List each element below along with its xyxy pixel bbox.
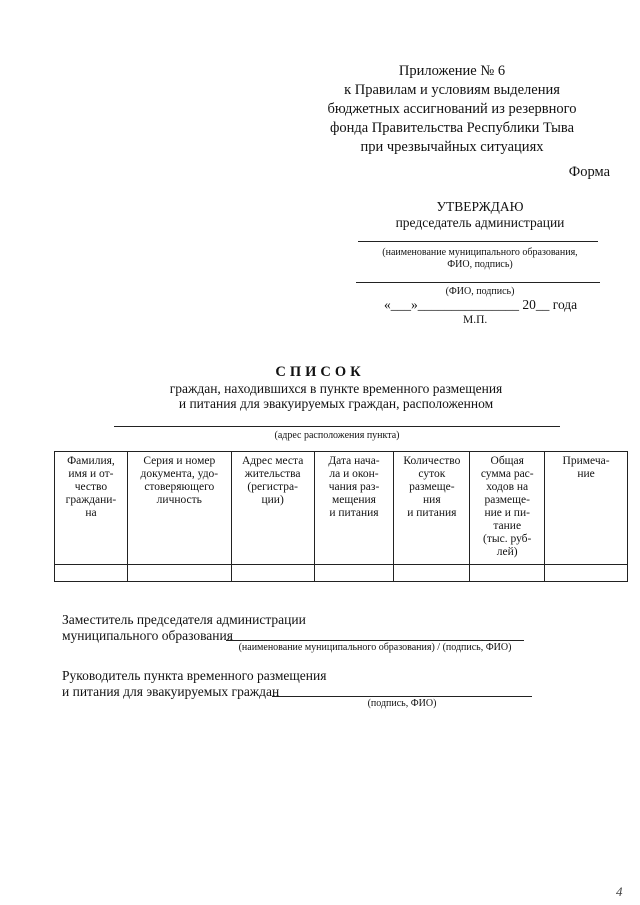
appendix-line: бюджетных ассигнований из резервного (327, 101, 577, 117)
approval-fio-caption: (ФИО, подпись) (445, 286, 515, 297)
column-header-line: ние и пи- (484, 507, 530, 519)
column-header-line: Адрес места (241, 455, 304, 467)
page-handwritten-mark: 4 (616, 884, 623, 899)
column-header-line: личность (156, 494, 202, 506)
appendix-header (292, 62, 612, 157)
form-label: Форма (568, 164, 610, 180)
column-header-dates (314, 452, 394, 565)
table-row (55, 565, 628, 582)
appendix-line: при чрезвычайных ситуациях (360, 139, 544, 155)
approval-signature-line (356, 282, 600, 283)
column-header-total-cost (470, 452, 545, 565)
column-header-fullname (55, 452, 128, 565)
column-header-line: ние (577, 468, 595, 480)
column-header-note (545, 452, 628, 565)
column-header-address (231, 452, 314, 565)
appendix-line: к Правилам и условиям выделения (344, 82, 560, 98)
deputy-caption: (наименование муниципального образования) / (подпись, ФИО) (238, 642, 512, 653)
column-header-line: документа, удо- (140, 468, 219, 480)
table-cell (394, 565, 470, 582)
deputy-title: Заместитель председателя администрации (62, 612, 306, 627)
column-header-line: ла и окон- (329, 468, 379, 480)
column-header-line: ния (423, 494, 441, 506)
subtitle-line: и питания для эвакуируемых граждан, расположенном (178, 396, 494, 411)
column-header-line: граждани- (65, 494, 117, 506)
approver-position: председатель администрации (395, 215, 565, 230)
deputy-signature-line (226, 640, 524, 641)
head-title: Руководитель пункта временного размещения (62, 668, 327, 683)
column-header-line: ции) (261, 494, 284, 506)
address-caption: (адрес расположения пункта) (274, 430, 400, 441)
table-cell (545, 565, 628, 582)
deputy-org: муниципального образования (62, 628, 233, 643)
column-header-line: ходов на (486, 481, 529, 493)
table-cell (55, 565, 128, 582)
column-header-line: Серия и номер (143, 455, 216, 467)
table-header-row (55, 452, 628, 565)
approval-caption (355, 247, 605, 271)
column-header-line: размеще- (409, 481, 455, 493)
column-header-days (394, 452, 470, 565)
head-signature-line (272, 696, 532, 697)
column-header-line: (регистра- (247, 481, 298, 493)
citizens-table (54, 451, 628, 582)
column-header-line: чество (74, 481, 108, 493)
column-header-line: Фамилия, (67, 455, 115, 467)
column-header-line: чания раз- (328, 481, 380, 493)
column-header-line: суток (418, 468, 446, 480)
column-header-line: мещения (332, 494, 376, 506)
column-header-line: на (85, 507, 97, 519)
approval-date: «___»_______________ 20__ года (384, 297, 578, 312)
approval-name-line (358, 241, 598, 242)
column-header-line: Примеча- (562, 455, 610, 467)
column-header-document (127, 452, 231, 565)
column-header-line: лей) (496, 546, 518, 558)
column-header-line: и питания (407, 507, 457, 519)
column-header-line: стоверяющего (144, 481, 215, 493)
column-header-line: (тыс. руб- (483, 533, 532, 545)
column-header-line: размеще- (484, 494, 530, 506)
column-header-line: Количество (403, 455, 461, 467)
column-header-line: тание (493, 520, 522, 532)
column-header-line: имя и от- (68, 468, 114, 480)
document-title: СПИСОК (275, 364, 365, 380)
approval-block (350, 199, 610, 231)
column-header-line: сумма рас- (480, 468, 534, 480)
table-cell (127, 565, 231, 582)
caption-line: (наименование муниципального образования, (382, 247, 578, 258)
document-subtitle (0, 381, 640, 411)
address-line (114, 426, 560, 427)
subtitle-line: граждан, находившихся в пункте временного размещения (169, 381, 503, 396)
seal-mark: М.П. (463, 314, 488, 326)
head-role: и питания для эвакуируемых граждан (62, 684, 280, 699)
column-header-line: и питания (329, 507, 379, 519)
approve-heading: УТВЕРЖДАЮ (436, 199, 524, 214)
appendix-number: Приложение № 6 (398, 63, 506, 79)
table-cell (231, 565, 314, 582)
caption-line: ФИО, подпись) (447, 259, 513, 270)
table-cell (470, 565, 545, 582)
column-header-line: Общая (490, 455, 524, 467)
table-cell (314, 565, 394, 582)
head-caption: (подпись, ФИО) (367, 698, 437, 709)
column-header-line: Дата нача- (328, 455, 380, 467)
column-header-line: жительства (244, 468, 301, 480)
appendix-line: фонда Правительства Республики Тыва (329, 120, 575, 136)
